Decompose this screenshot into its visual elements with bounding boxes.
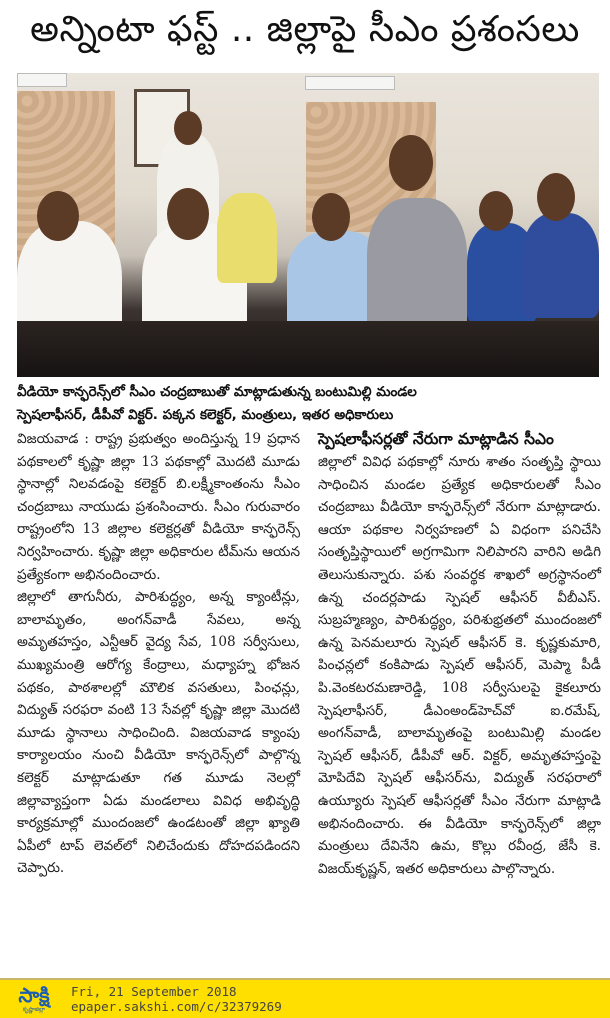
person-head xyxy=(174,111,202,145)
article-column-left xyxy=(17,428,300,880)
seated-person-right xyxy=(522,213,599,318)
speaking-person xyxy=(367,198,467,338)
person-head xyxy=(389,135,433,191)
person-head xyxy=(37,191,79,241)
air-conditioner-left xyxy=(17,73,67,87)
article-paragraph: జిల్లాలో వివిధ పథకాల్లో నూరు శాతం సంతృప్తి స్థాయి సాధించిన మండల ప్రత్యేక అధికారులతో సీఎం చంద్రబాబు వీడియో కాన్ఫరెన్స్‌లో నేరుగా మాట్లాడారు. ఆయా పథకాల నిర్వహణలో ఏ విధంగా పనిచేసి సంతృప్తిస్థాయిలో అగ్రగామిగా నిలిపారని వారిని అడిగి తెలుసుకున్నారు. పశు సంవర్థక శాఖలో అగ్రస్థానంలో ఉన్న చందర్లపాడు స్పెషల్‌ ఆఫీసర్‌ వీబీఎస్‌. సుబ్రహ్మణ్యం, పారిశుద్ధ్యం, పరిశుభ్రతలో ముందంజలో ఉన్న పెనమలూరు స్పెషల్‌ ఆఫీసర్‌ కె. కృష్ణకుమారి, పింఛన్లలో కంకిపాడు స్పెషల్‌ ఆఫీసర్‌, మెప్మా పీడీ పి.వెంకటరమణారెడ్డి, 108 సర్వీసులపై కైకలూరు స్పెషలాఫీసర్‌, డీఎంఅండ్‌హెచ్‌వో ఐ.రమేష్‌, అంగన్‌వాడీ, బాలామృతంపై బంటుమిల్లి మండల స్పెషల్‌ ఆఫీసర్‌, డీపీవో ఆర్‌. విక్టర్‌, అమృతహస్తంపై మోపిదేవి స్పెషల్‌ ఆఫీసర్‌ను, విద్యుత్‌ సరఫరాలో ఉయ్యూరు స్పెషల్‌ ఆఫీసర్లతో సీఎం నేరుగా మాట్లాడి అభినందించారు. ఈ వీడియో కాన్ఫరెన్స్‌లో జిల్లా మంత్రులు దేవినేని ఉమ, కొల్లు రవీంద్ర, జేసీ కె. విజయ్‌కృష్ణన్‌, ఇతర అధికారులు పాల్గొన్నారు. xyxy=(318,454,601,877)
footer-bar xyxy=(0,978,610,1018)
seated-person-yellow xyxy=(217,193,277,283)
article-subheading: స్పెషలాఫీసర్లతో నేరుగా మాట్లాడిన సీఎం xyxy=(318,430,554,448)
photo-caption xyxy=(17,381,599,427)
person-head xyxy=(167,188,209,240)
air-conditioner-right xyxy=(305,76,395,90)
logo-text: సాక్షి xyxy=(18,983,50,1007)
article-column-right xyxy=(318,428,601,880)
logo-subtext: కృష్ణాజిల్లా xyxy=(22,1006,46,1013)
person-head xyxy=(479,191,513,231)
person-head xyxy=(537,173,575,221)
headline: అన్నింటా ఫస్ట్‌ .. జిల్లాపై సీఎం ప్రశంసలు xyxy=(30,9,580,50)
publication-date: Fri, 21 September 2018 xyxy=(71,984,237,999)
caption-line-1: వీడియో కాన్ఫరెన్స్‌లో సీఎం చంద్రబాబుతో మాట్లాడుతున్న బంటుమిల్లి మండల xyxy=(17,384,417,400)
news-photo xyxy=(17,73,599,377)
article-paragraph: జిల్లాలో తాగునీరు, పారిశుద్ధ్యం, అన్న క్యాంటీన్లు, బాలామృతం, అంగన్‌వాడీ సేవలు, అన్న అమృతహస్తం, ఎన్టీఆర్‌ వైద్య సేవ, 108 సర్వీసులు, ముఖ్యమంత్రి ఆరోగ్య కేంద్రాలు, మధ్యాహ్న భోజన పథకం, పాఠశాలల్లో మౌలిక వసతులు, పింఛన్లు, విద్యుత్‌ సరఫరా వంటి 13 సేవల్లో కృష్ణా జిల్లా మొదటి మూడు స్థానాలు సాధించింది. విజయవాడ క్యాంపు కార్యాలయం నుంచి వీడియో కాన్ఫరెన్స్‌లో పాల్గొన్న కలెక్టర్‌ మాట్లాడుతూ గత మూడు నెలల్లో జిల్లావ్యాప్తంగా ఏడు మండలాలు వివిధ అభివృద్ధి కార్యక్రమాల్లో ముందంజలో ఉండటంతో జిల్లా ఖ్యాతి ఏపీలో టాప్‌ లెవల్‌లో నిలిచేందుకు దోహదపడిందని చెప్పారు. xyxy=(17,589,300,877)
conference-table xyxy=(17,321,599,377)
person-head xyxy=(312,193,350,241)
caption-line-2: స్పెషలాఫీసర్‌, డీపీవో విక్టర్‌. పక్కన కలెక్టర్‌, మంత్రులు, ఇతర అధికారులు xyxy=(17,407,394,423)
article-paragraph: విజయవాడ : రాష్ట్ర ప్రభుత్వం అందిస్తున్న 19 ప్రధాన పథకాలలో కృష్ణా జిల్లా 13 పథకాల్లో మొదటి మూడు స్థానాల్లో నిలవడంపై కలెక్టర్‌ బి.లక్ష్మీకాంతంను సీఎం చంద్రబాబు నాయుడు ప్రశంసించారు. సీఎం గురువారం రాష్ట్రంలోని 13 జిల్లాల కలెక్టర్లతో వీడియో కాన్ఫరెన్స్‌ నిర్వహించారు. కృష్ణా జిల్లా అధికారుల టీమ్‌ను ఆయన ప్రత్యేకంగా అభినందించారు. xyxy=(17,431,300,583)
footer-info xyxy=(71,984,282,1014)
sakshi-logo[interactable] xyxy=(5,981,63,1017)
epaper-link[interactable]: epaper.sakshi.com/c/32379269 xyxy=(71,999,282,1014)
